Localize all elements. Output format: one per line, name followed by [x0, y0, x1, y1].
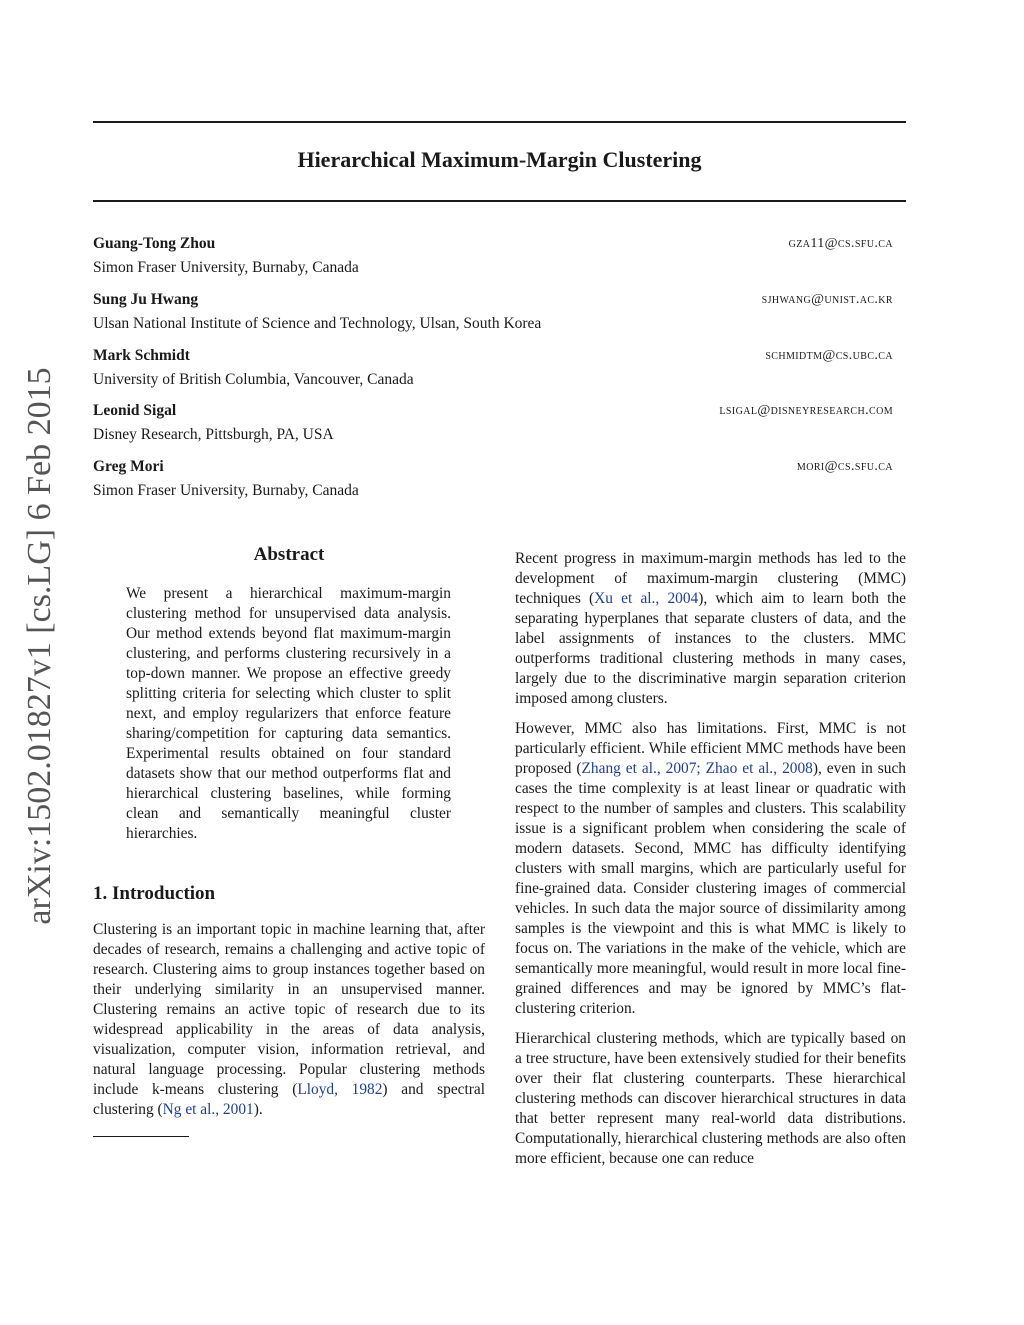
author-affiliation: University of British Columbia, Vancouver, Canada: [93, 371, 414, 388]
author-block: [93, 288, 893, 336]
author-name: Leonid Sigal: [93, 402, 177, 419]
right-column: [515, 549, 906, 1179]
paragraph: [515, 719, 906, 1019]
abstract-text: We present a hierarchical maximum-margin clustering method for unsupervised data analysis. Our method extends beyond flat maximum-margin clustering, and performs clustering recursively in a top-down manner. We propose an effective greedy splitting criteria for selecting which cluster to split next, and employ regularizers that enforce feature sharing/competition for capturing data semantics. Experimental results obtained on four standard datasets show that our method outperforms flat and hierarchical clustering baselines, while forming clean and semantically meaningful cluster hierarchies.: [126, 585, 451, 842]
author-name: Greg Mori: [93, 458, 164, 475]
paragraph: Hierarchical clustering methods, which are typically based on a tree structure, have been extensively studied for their benefits over their flat clustering counterparts. These hierarchical clustering methods can discover hierarchical structures in data that better represent many real-world data distributions. Computationally, hierarchical clustering methods are also often more efficient, because one can reduce: [515, 1030, 906, 1167]
author-affiliation: Ulsan National Institute of Science and Technology, Ulsan, South Korea: [93, 315, 542, 332]
text-run: Clustering is an important topic in machine learning that, after decades of research, remains a challenging and active topic of research. Clustering aims to group instances together based on their underlying similarity in an unsupervised manner. Clustering remains an active topic of research due to its widespread applicability in the areas of data analysis, visualization, computer vision, information retrieval, and natural language processing. Popular clustering methods include k-means clustering (: [93, 921, 485, 1098]
author-email[interactable]: lsigal@disneyresearch.com: [719, 403, 893, 418]
citation-link[interactable]: Zhang et al., 2007; Zhao et al., 2008: [581, 760, 813, 777]
author-name: Guang-Tong Zhou: [93, 235, 216, 252]
abstract-heading: Abstract: [253, 544, 325, 565]
text-run: ) and spectral clustering (: [93, 1081, 485, 1118]
citation-link[interactable]: Lloyd, 1982: [297, 1081, 383, 1098]
title-rule-bottom: [93, 200, 906, 202]
author-email[interactable]: gza11@cs.sfu.ca: [788, 236, 893, 251]
paper-title: Hierarchical Maximum-Margin Clustering: [297, 147, 702, 172]
author-affiliation: Simon Fraser University, Burnaby, Canada: [93, 259, 359, 276]
text-run: Recent progress in maximum-margin methods has led to the development of maximum-margin clustering (MMC) techniques (: [515, 550, 906, 607]
author-block: [93, 399, 893, 447]
author-block: [93, 455, 893, 503]
left-column: [93, 920, 485, 1130]
text-run: However, MMC also has limitations. First, MMC is not particularly efficient. While efficient MMC methods have been proposed (: [515, 720, 906, 777]
section-heading-introduction: 1. Introduction: [93, 883, 216, 904]
author-block: [93, 232, 893, 280]
author-email[interactable]: sjhwang@unist.ac.kr: [761, 292, 893, 307]
citation-link[interactable]: Xu et al., 2004: [594, 590, 699, 607]
text-run: ).: [253, 1101, 263, 1118]
paragraph: [93, 920, 485, 1120]
arxiv-stamp: arXiv:1502.01827v1 [cs.LG] 6 Feb 2015: [21, 367, 58, 925]
author-email[interactable]: mori@cs.sfu.ca: [796, 459, 893, 474]
author-name: Mark Schmidt: [93, 347, 190, 364]
text-run: ), which aim to learn both the separating hyperplanes that separate clusters of data, and the label assignments of instances to the clusters. MMC outperforms traditional clustering methods in many cases, largely due to the discriminative margin separation criterion imposed among clusters.: [515, 590, 906, 707]
author-email[interactable]: schmidtm@cs.ubc.ca: [765, 348, 893, 363]
title-rule-top: [93, 121, 906, 123]
author-affiliation: Simon Fraser University, Burnaby, Canada: [93, 482, 359, 499]
footnote-rule: [93, 1136, 189, 1137]
citation-link[interactable]: Ng et al., 2001: [162, 1101, 254, 1118]
paragraph: [515, 549, 906, 709]
text-run: ), even in such cases the time complexity is at least linear or quadratic with respect to the number of samples and clusters. This scalability issue is a significant problem when considering the scale of modern datasets. Second, MMC has difficulty identifying clusters with small margins, which are particularly useful for fine-grained data. Consider clustering images of commercial vehicles. In such data the major source of dissimilarity among samples is the viewpoint and this is what MMC is likely to focus on. The variations in the make of the vehicle, which are semantically more meaningful, would result in more local fine-grained differences and may be ignored by MMC’s flat-clustering criterion.: [515, 760, 906, 1017]
author-block: [93, 344, 893, 392]
author-name: Sung Ju Hwang: [93, 291, 199, 308]
author-affiliation: Disney Research, Pittsburgh, PA, USA: [93, 426, 334, 443]
